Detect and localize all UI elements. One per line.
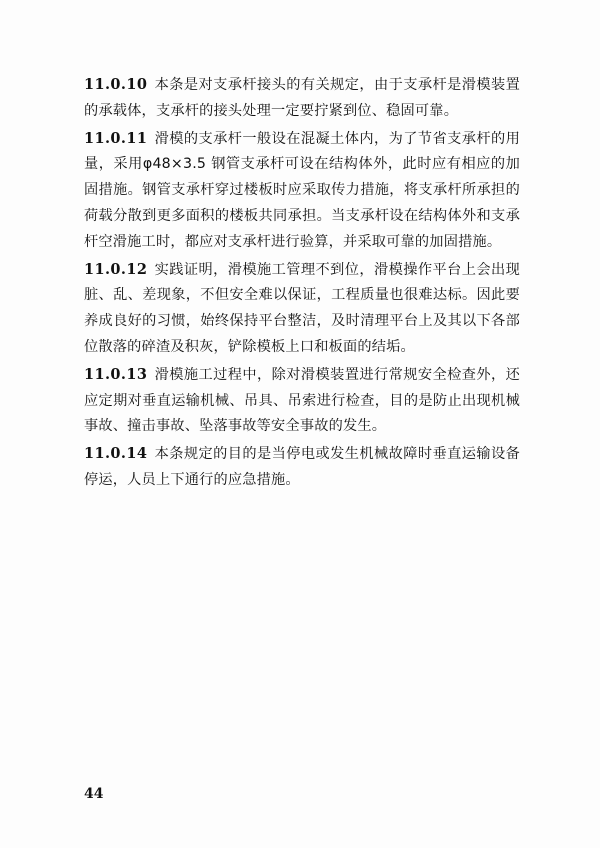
clause-text: 滑模施工过程中，除对滑模装置进行常规安全检查外，还应定期对垂直运输机械、吊具、吊索进行检查，目的是防止出现机械事故、撞击事故、坠落事故等安全事故的发生。	[84, 366, 520, 435]
page-body	[84, 72, 520, 495]
clause-number: 11.0.12	[84, 260, 148, 278]
paragraph	[84, 441, 520, 494]
clause-number: 11.0.11	[84, 129, 148, 147]
paragraph	[84, 126, 520, 256]
paragraph	[84, 362, 520, 440]
clause-text: 本条是对支承杆接头的有关规定，由于支承杆是滑模装置的承载体，支承杆的接头处理一定要拧紧到位、稳固可靠。	[84, 77, 520, 119]
clause-text: 滑模的支承杆一般设在混凝土体内，为了节省支承杆的用量，采用φ48×3.5 钢管支承杆可设在结构体外，此时应有相应的加固措施。钢管支承杆穿过楼板时应采取传力措施，将支承杆所承担的荷载分散到更多面积的楼板共同承担。当支承杆设在结构体外和支承杆空滑施工时，都应对支承杆进行验算，并采取可靠的加固措施。	[84, 130, 520, 250]
clause-number: 11.0.13	[84, 365, 148, 383]
paragraph	[84, 72, 520, 125]
page-number: 44	[84, 786, 104, 802]
clause-number: 11.0.14	[84, 445, 148, 463]
paragraph	[84, 257, 520, 361]
clause-text: 本条规定的目的是当停电或发生机械故障时垂直运输设备停运，人员上下通行的应急措施。	[84, 446, 520, 488]
clause-number: 11.0.10	[84, 76, 148, 93]
clause-text: 实践证明，滑模施工管理不到位，滑模操作平台上会出现脏、乱、差现象，不但安全难以保证，工程质量也很难达标。因此要养成良好的习惯，始终保持平台整洁，及时清理平台上及其以下各部位散落的碎渣及积灰，铲除模板上口和板面的结垢。	[84, 261, 520, 355]
